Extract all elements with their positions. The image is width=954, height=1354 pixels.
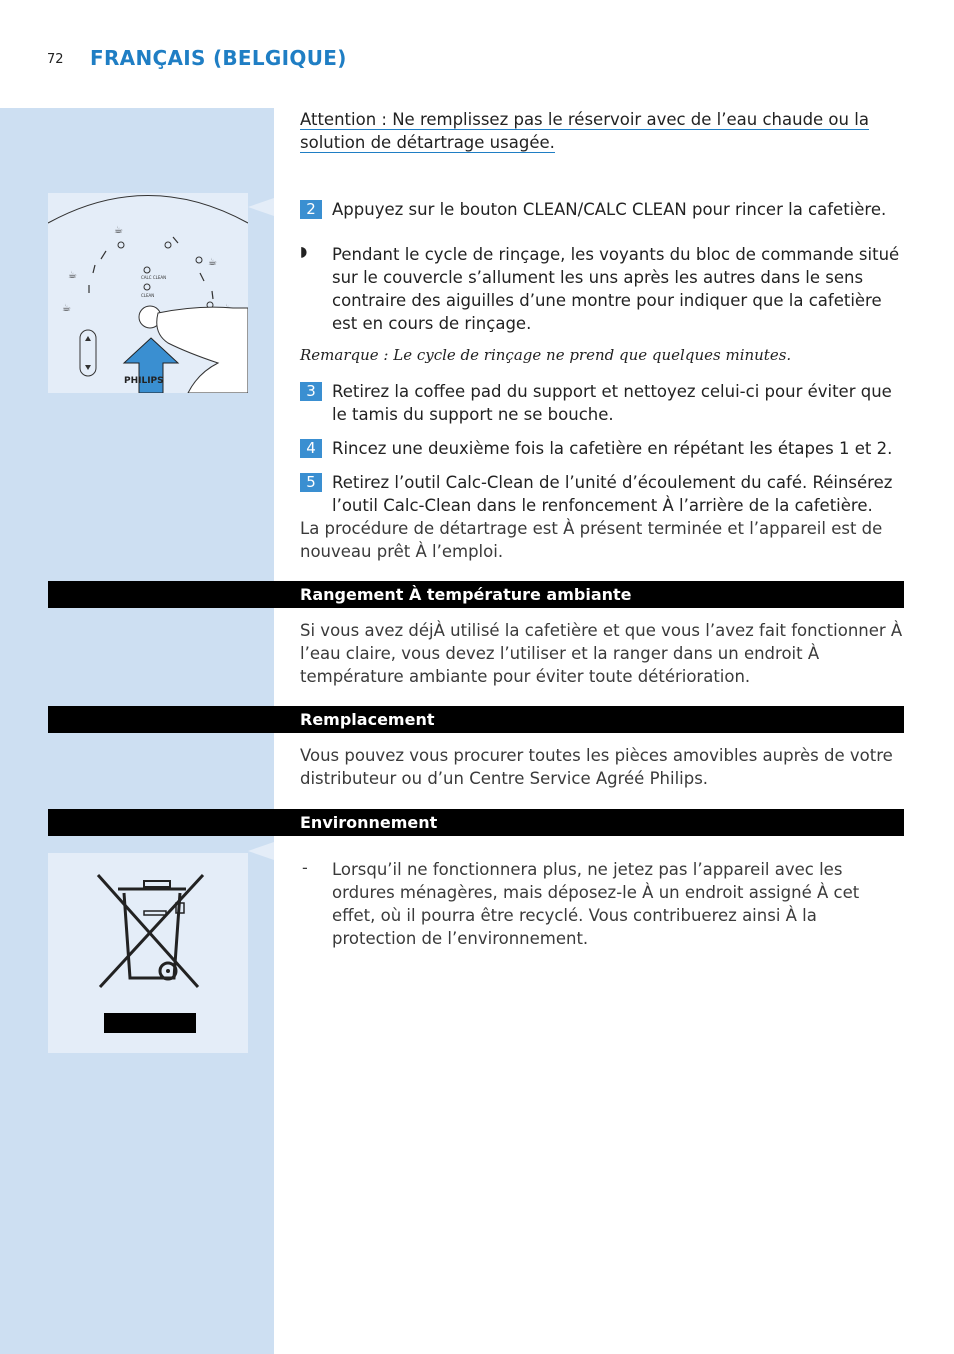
bullet-icon: ◗	[300, 244, 308, 260]
svg-text:☕: ☕	[62, 303, 71, 314]
attention-line-1: Attention : Ne remplissez pas le réservoir avec de l’eau chaude ou la	[300, 110, 869, 129]
page-language-heading: FRANÇAIS (BELGIQUE)	[90, 46, 347, 70]
rinse-bullet	[332, 243, 900, 335]
brand-logo: PHILIPS	[124, 376, 164, 386]
svg-text:☕: ☕	[208, 257, 217, 268]
dash-marker: -	[302, 858, 308, 877]
procedure-done-text: La procédure de détartrage est À présent terminée et l’appareil est de nouveau prêt À l’emploi.	[300, 519, 883, 561]
section-title: Remplacement	[300, 710, 435, 729]
section-bar-environment	[48, 809, 904, 836]
step-number: 4	[300, 439, 322, 458]
attention-line-2: solution de détartrage usagée.	[300, 133, 555, 152]
step-3	[300, 380, 900, 426]
step-text: Retirez la coffee pad du support et nettoyez celui-ci pour éviter que le tamis du support ne se bouche.	[332, 382, 892, 424]
illustration-pointer	[248, 198, 274, 216]
section-title: Environnement	[300, 813, 438, 832]
storage-text: Si vous avez déjÀ utilisé la cafetière et que vous l’avez fait fonctionner À l’eau claire, vous devez l’utiliser et la ranger dans un endroit À température ambiante pour éviter toute détérioration.	[300, 621, 903, 686]
weee-bin-illustration	[48, 853, 248, 1053]
section-title: Rangement À température ambiante	[300, 585, 632, 604]
illustration-pointer	[248, 842, 274, 860]
step-text: Appuyez sur le bouton CLEAN/CALC CLEAN pour rincer la cafetière.	[332, 200, 887, 219]
page-number: 72	[47, 52, 64, 67]
step-5	[300, 471, 900, 517]
bullet-text: Pendant le cycle de rinçage, les voyants du bloc de commande situé sur le couvercle s’allument les uns après les autres dans le sens contraire des aiguilles d’une montre pour indiquer que la cafetière est en cours de rinçage.	[332, 245, 900, 333]
calc-clean-label: CALC CLEAN	[141, 275, 167, 280]
control-panel-drawing	[48, 193, 248, 393]
svg-text:☕: ☕	[114, 225, 123, 236]
attention-note	[300, 108, 900, 154]
svg-text:☕: ☕	[68, 270, 77, 281]
step-text: Retirez l’outil Calc-Clean de l’unité d’écoulement du café. Réinsérez l’outil Calc-Clean dans le renfoncement À l’arrière de la cafetière.	[332, 473, 893, 515]
step-text: Rincez une deuxième fois la cafetière en répétant les étapes 1 et 2.	[332, 439, 893, 458]
step-number: 3	[300, 382, 322, 401]
remark: Remarque : Le cycle de rinçage ne prend que quelques minutes.	[300, 346, 792, 364]
step-2	[300, 198, 900, 221]
replacement-text: Vous pouvez vous procurer toutes les pièces amovibles auprès de votre distributeur ou d’un Centre Service Agréé Philips.	[300, 746, 893, 788]
clean-label: CLEAN	[141, 293, 155, 298]
step-number: 5	[300, 473, 322, 492]
section-bar-storage	[48, 581, 904, 608]
crossed-bin-icon	[48, 853, 248, 1053]
environment-text: Lorsqu’il ne fonctionnera plus, ne jetez pas l’appareil avec les ordures ménagères, mais déposez-le À un endroit assigné À cet effet, où il pourra être recyclé. Vous contribuerez ainsi À la protection de l’environnement.	[332, 860, 860, 948]
step-4	[300, 437, 900, 460]
step-number: 2	[300, 200, 322, 219]
section-bar-replacement	[48, 706, 904, 733]
control-panel-illustration	[48, 193, 248, 393]
